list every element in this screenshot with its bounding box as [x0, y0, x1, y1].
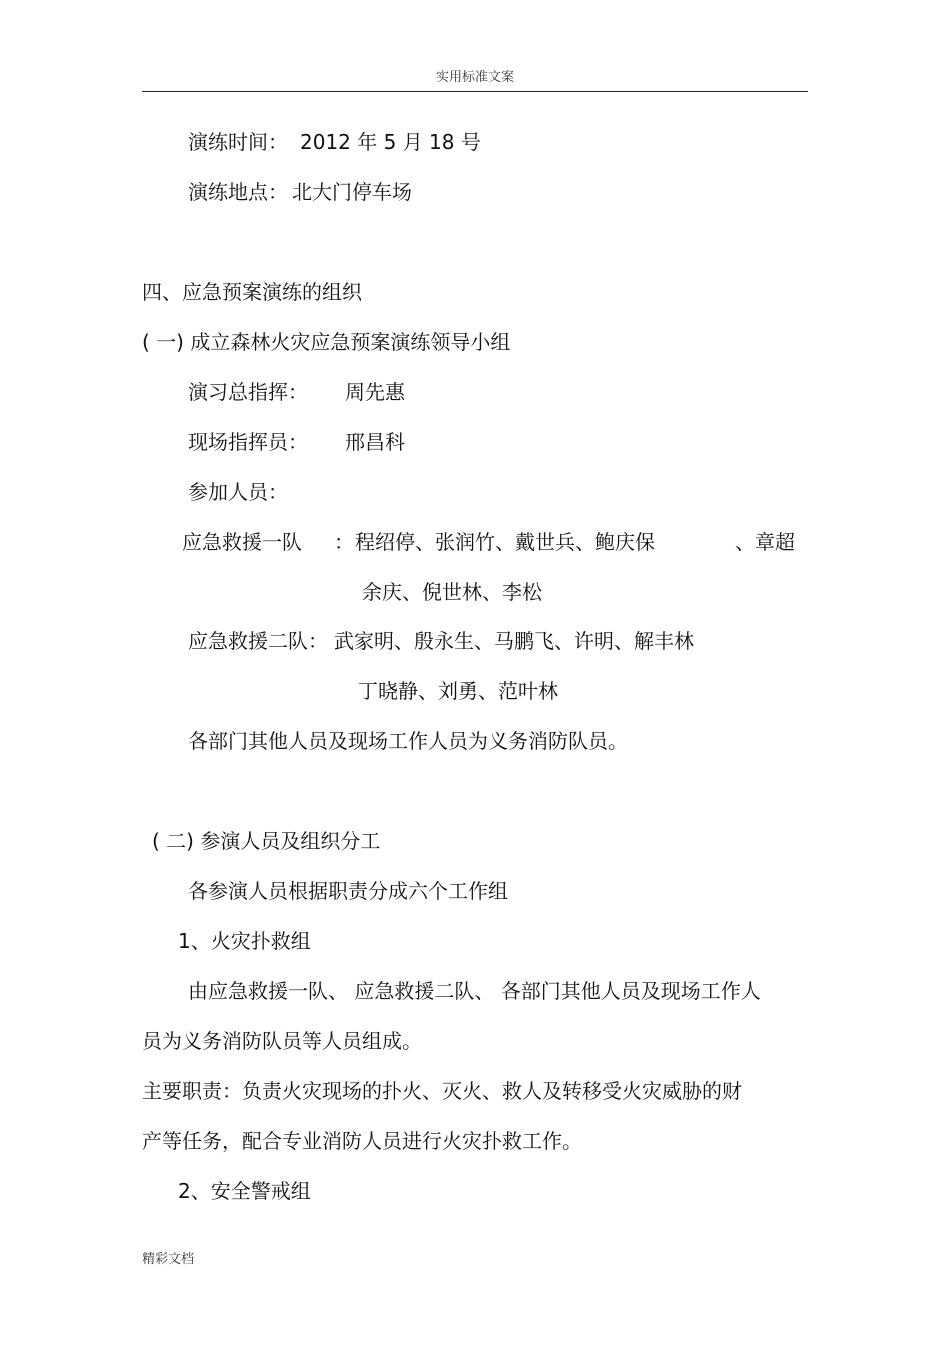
team1-members-continued: 余庆、倪世林、李松	[362, 580, 542, 604]
team1-separator: ：	[334, 530, 354, 554]
team1-label: 应急救援一队	[182, 530, 302, 554]
group-description-continued: 员为义务消防队员等人员组成。	[142, 1029, 422, 1053]
field-commander-name: 邢昌科	[345, 430, 405, 454]
header-divider	[142, 91, 808, 92]
commander-label: 演习总指挥：	[188, 380, 308, 404]
page-header-title: 实用标准文案	[435, 70, 514, 85]
drill-place-value: 北大门停车场	[292, 180, 412, 204]
commander-name: 周先惠	[345, 380, 405, 404]
team2-members: 武家明、殷永生、马鹏飞、许明、解丰林	[334, 629, 694, 653]
drill-place-label: 演练地点：	[188, 180, 288, 204]
participants-label: 参加人员：	[188, 480, 288, 504]
group-title: 1、火灾扑救组	[178, 929, 311, 953]
drill-time-value: 2012 年 5 月 18 号	[300, 130, 481, 154]
subsection-title: ( 一) 成立森林火灾应急预案演练领导小组	[142, 330, 511, 354]
group-description: 由应急救援一队、 应急救援二队、 各部门其他人员及现场工作人	[188, 979, 761, 1003]
team1-members: 程绍停、张润竹、戴世兵、鲍庆保	[355, 530, 655, 554]
groups-intro: 各参演人员根据职责分成六个工作组	[188, 879, 508, 903]
team2-members-continued: 丁晓静、刘勇、范叶林	[358, 679, 558, 703]
section-heading: 四、应急预案演练的组织	[142, 280, 362, 304]
team1-members-end: 、章超	[735, 530, 795, 554]
group-duties: 主要职责：负责火灾现场的扑火、灭火、救人及转移受火灾威胁的财	[142, 1079, 742, 1103]
group-title: 2、安全警戒组	[178, 1179, 311, 1203]
page-footer: 精彩文档	[142, 1252, 195, 1267]
drill-time-label: 演练时间：	[188, 130, 288, 154]
field-commander-label: 现场指挥员：	[188, 430, 308, 454]
team2-label: 应急救援二队：	[188, 629, 328, 653]
volunteers-note: 各部门其他人员及现场工作人员为义务消防队员。	[188, 729, 628, 753]
group-duties-continued: 产等任务，配合专业消防人员进行火灾扑救工作。	[142, 1129, 582, 1153]
subsection-title: ( 二) 参演人员及组织分工	[152, 829, 381, 853]
